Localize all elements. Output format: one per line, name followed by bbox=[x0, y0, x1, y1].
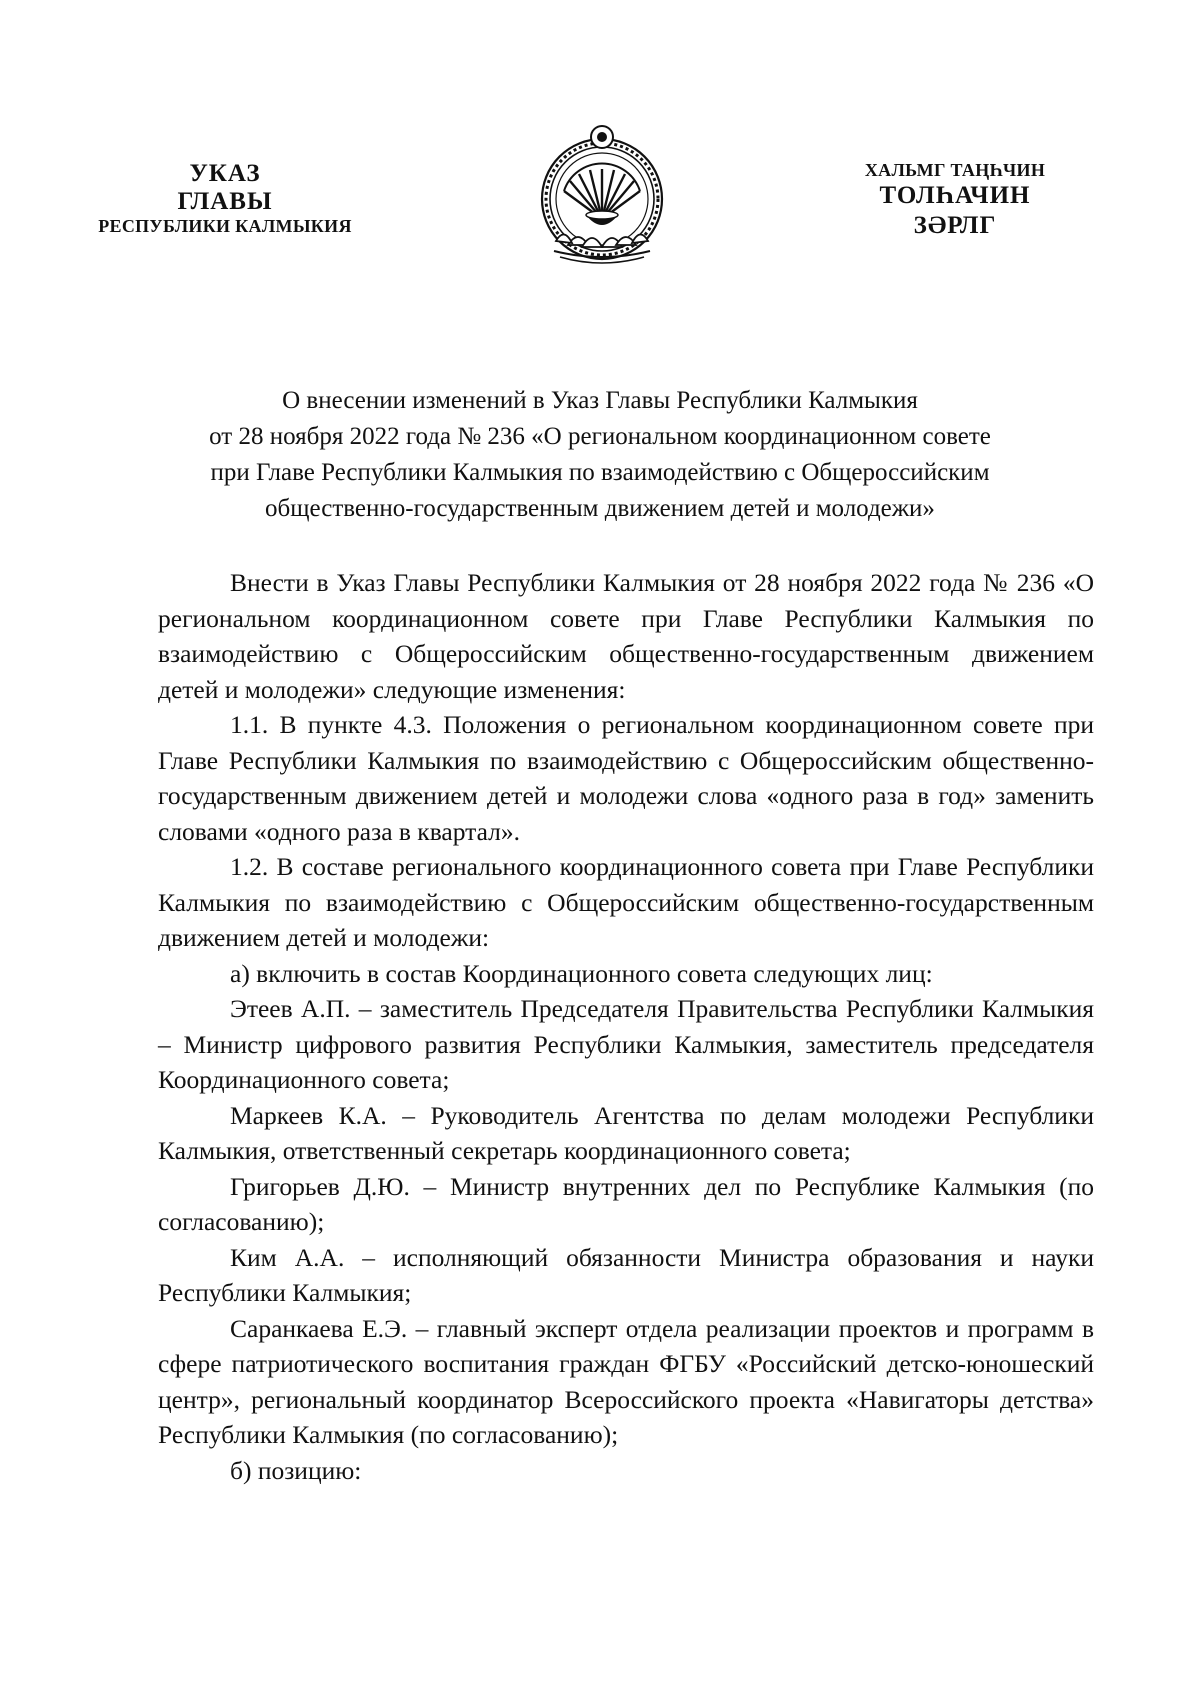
paragraph-markeev: Маркеев К.А. – Руководитель Агентства по делам молодежи Республики Калмыкия, ответственный секретарь координационного совета; bbox=[158, 1100, 1094, 1165]
title-line: общественно-государственным движением детей и молодежи» bbox=[265, 495, 935, 522]
header-ru-line3: РЕСПУБЛИКИ КАЛМЫКИЯ bbox=[98, 216, 352, 236]
paragraph-1-2: 1.2. В составе регионального координационного совета при Главе Республики Калмыкия по взаимодействию с Общероссийским общественно-государственным движением детей и молодежи: bbox=[158, 852, 1094, 952]
header-kal-line2: ТОЛҺАЧИН bbox=[879, 182, 1031, 210]
header-kal-line1: ХАЛЬМГ ТАҢҺЧИН bbox=[864, 160, 1046, 180]
coat-of-arms-emblem bbox=[538, 123, 666, 273]
header-russian bbox=[60, 160, 390, 236]
header-ru-line2: ГЛАВЫ bbox=[177, 188, 273, 215]
paragraph-intro: Внести в Указ Главы Республики Калмыкия от 28 ноября 2022 года № 236 «О региональном координационном совете при Главе Республики Калмыкия по взаимодействию с Общероссийским общественно-государственным движением детей и молодежи» следующие изменения: bbox=[158, 568, 1094, 704]
header-ru-line1: УКАЗ bbox=[189, 160, 261, 187]
title-line: О внесении изменений в Указ Главы Республики Калмыкия bbox=[282, 387, 918, 414]
paragraph-kim: Ким А.А. – исполняющий обязанности Министра образования и науки Республики Калмыкия; bbox=[158, 1242, 1094, 1307]
paragraph-sarankaeva: Саранкаева Е.Э. – главный эксперт отдела реализации проектов и программ в сфере патриотического воспитания граждан ФГБУ «Российский детско-юношеский центр», региональный координатор Всероссийского проекта «Навигаторы детства» Республики Калмыкия (по согласованию); bbox=[158, 1313, 1094, 1449]
title-line: от 28 ноября 2022 года № 236 «О региональном координационном совете bbox=[209, 423, 991, 450]
header-kalmyk bbox=[830, 160, 1080, 240]
document-title bbox=[100, 383, 1100, 527]
paragraph-grigoryev: Григорьев Д.Ю. – Министр внутренних дел по Республике Калмыкия (по согласованию); bbox=[158, 1171, 1094, 1236]
paragraph-eteev: Этеев А.П. – заместитель Председателя Правительства Республики Калмыкия – Министр цифрового развития Республики Калмыкия, заместитель председателя Координационного совета; bbox=[158, 994, 1094, 1094]
paragraph-b: б) позицию: bbox=[230, 1455, 362, 1485]
header-kal-line3: ЗӘРЛГ bbox=[913, 211, 997, 239]
paragraph-a: а) включить в состав Координационного совета следующих лиц: bbox=[230, 958, 933, 988]
paragraph-1-1: 1.1. В пункте 4.3. Положения о региональном координационном совете при Главе Республики Калмыкия по взаимодействию с Общероссийским общественно-государственным движением детей и молодежи слова «одного раза в год» заменить словами «одного раза в квартал». bbox=[158, 710, 1094, 846]
document-body bbox=[158, 565, 1094, 1488]
title-line: при Главе Республики Калмыкия по взаимодействию с Общероссийским bbox=[210, 459, 990, 486]
